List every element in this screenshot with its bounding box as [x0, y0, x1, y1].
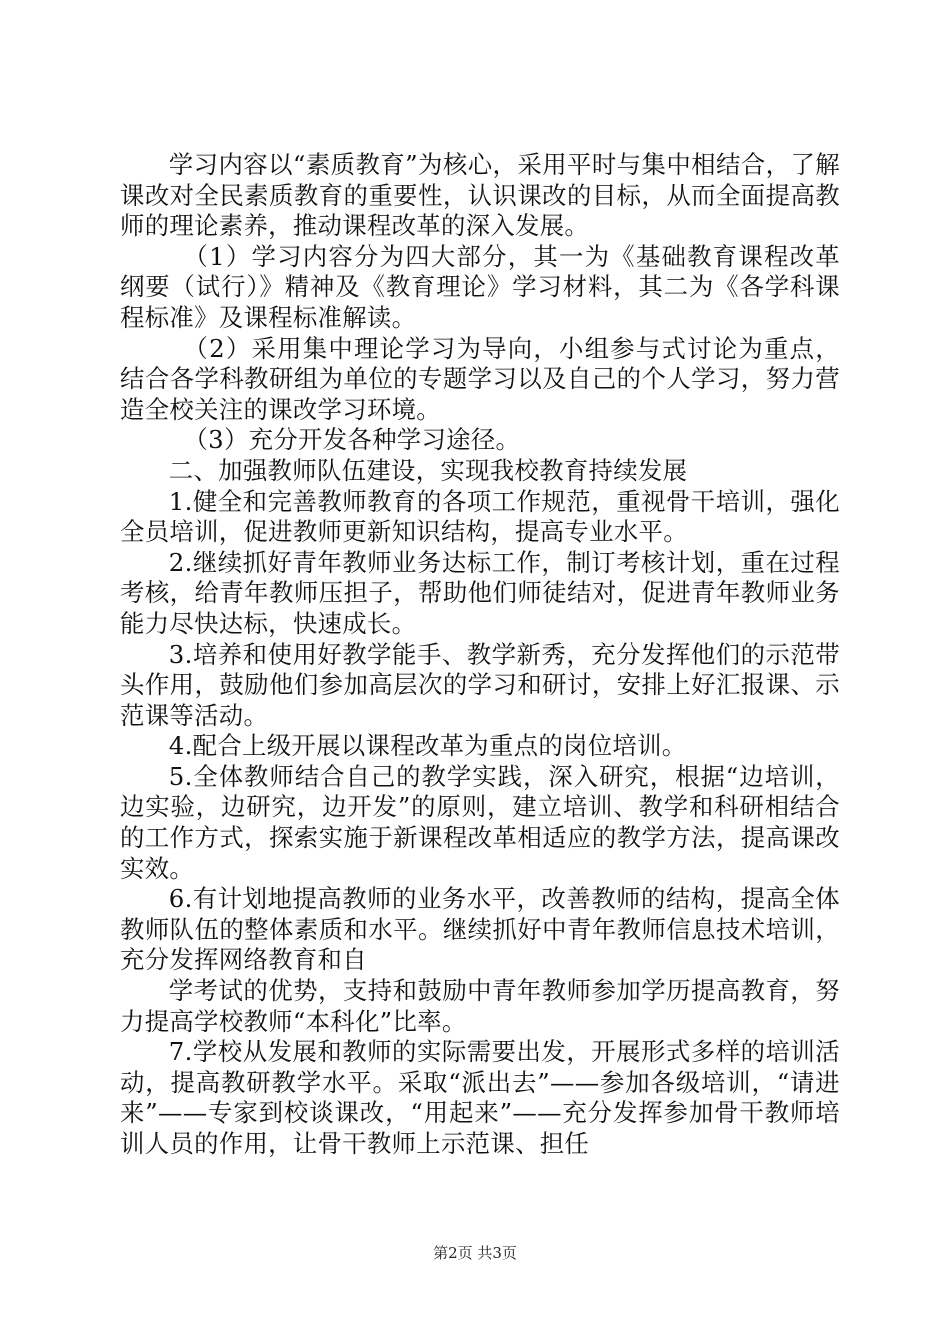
paragraph-intro: 学习内容以“素质教育”为核心，采用平时与集中相结合，了解课改对全民素质教育的重要性，认识课改的目标，从而全面提高教师的理论素养，推动课程改革的深入发展。 — [120, 150, 840, 241]
paragraph-item-3: （3）充分开发各种学习途径。 — [183, 425, 521, 455]
page-number-footer: 第2页 共3页 — [433, 1244, 517, 1262]
paragraph-point-1: 1.健全和完善教师教育的各项工作规范，重视骨干培训，强化全员培训，促进教师更新知识结构，提高专业水平。 — [120, 486, 840, 547]
paragraph-point-3: 3.培养和使用好教学能手、教学新秀，充分发挥他们的示范带头作用，鼓励他们参加高层次的学习和研讨，安排上好汇报课、示范课等活动。 — [120, 639, 840, 730]
paragraph-point-6: 6.有计划地提高教师的业务水平，改善教师的结构，提高全体教师队伍的整体素质和水平。继续抓好中青年教师信息技术培训，充分发挥网络教育和自 — [120, 884, 840, 975]
paragraph-point-2: 2.继续抓好青年教师业务达标工作，制订考核计划，重在过程考核，给青年教师压担子，帮助他们师徒结对，促进青年教师业务能力尽快达标，快速成长。 — [120, 547, 840, 638]
section-heading: 二、加强教师队伍建设，实现我校教育持续发展 — [168, 455, 688, 485]
paragraph-item-1: （1）学习内容分为四大部分，其一为《基础教育课程改革纲要（试行）》精神及《教育理论》学习材料，其二为《各学科课程标准》及课程标准解读。 — [120, 241, 840, 332]
paragraph-point-6-continued: 学考试的优势，支持和鼓励中青年教师参加学历提高教育，努力提高学校教师“本科化”比率。 — [120, 976, 840, 1036]
document-body — [120, 150, 840, 1160]
paragraph-point-7: 7.学校从发展和教师的实际需要出发，开展形式多样的培训活动，提高教研教学水平。采取“派出去”——参加各级培训，“请进来”——专家到校谈课改，“用起来”——充分发挥参加骨干教师培训人员的作用，让骨干教师上示范课、担任 — [120, 1037, 840, 1158]
paragraph-item-2: （2）采用集中理论学习为导向，小组参与式讨论为重点，结合各学科教研组为单位的专题学习以及自己的个人学习，努力营造全校关注的课改学习环境。 — [120, 333, 840, 424]
paragraph-point-5: 5.全体教师结合自己的教学实践，深入研究，根据“边培训，边实验，边研究，边开发”的原则，建立培训、教学和科研相结合的工作方式，探索实施于新课程改革相适应的教学方法，提高课改实效。 — [120, 761, 840, 883]
paragraph-point-4: 4.配合上级开展以课程改革为重点的岗位培训。 — [168, 731, 687, 761]
